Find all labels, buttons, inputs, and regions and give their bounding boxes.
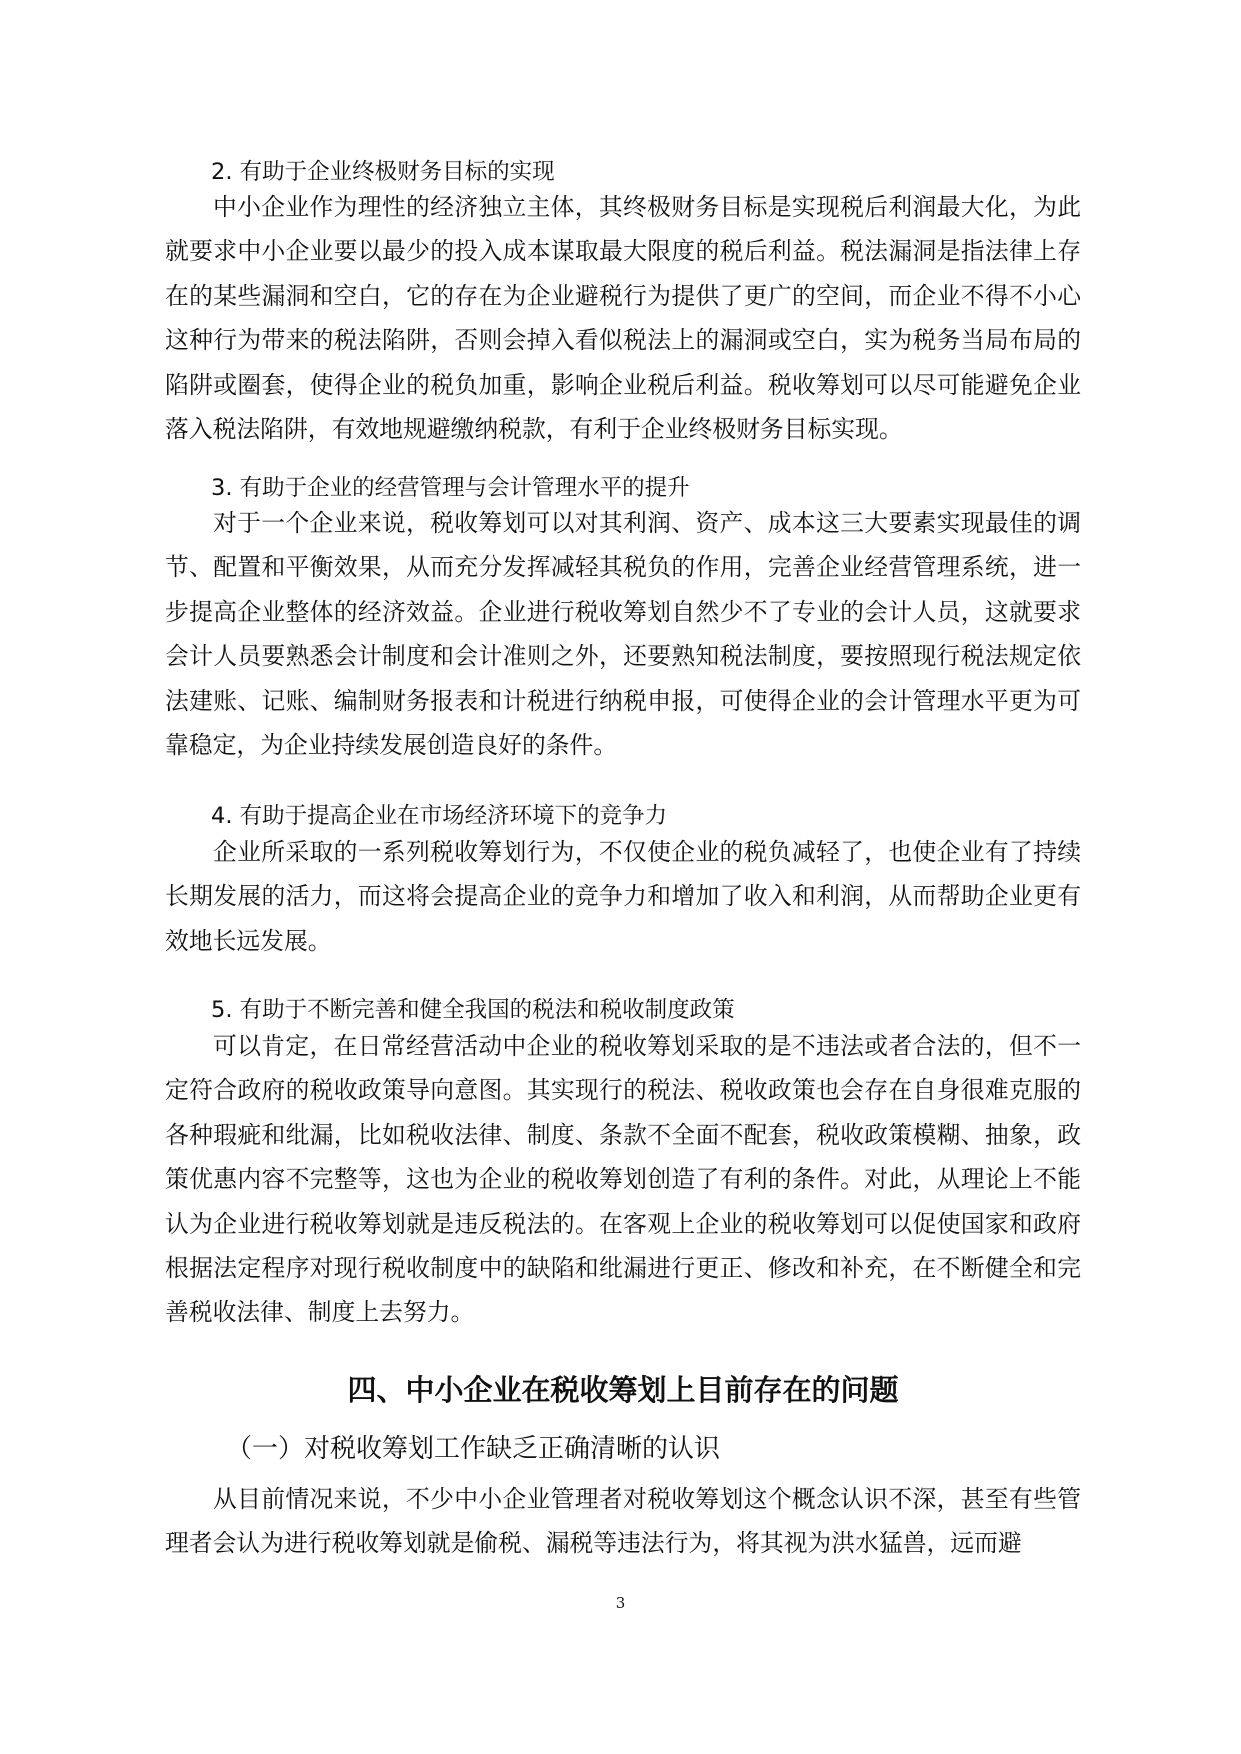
item-3-paragraph: 对于一个企业来说，税收筹划可以对其利润、资产、成本这三大要素实现最佳的调节、配置和平衡效果，从而充分发挥减轻其税负的作用，完善企业经营管理系统，进一步提高企业整体的经济效益。企业进行税收筹划自然少不了专业的会计人员，这就要求会计人员要熟悉会计制度和会计准则之外，还要熟知税法制度，要按照现行税法规定依法建账、记账、编制财务报表和计税进行纳税申报，可使得企业的会计管理水平更为可靠稳定，为企业持续发展创造良好的条件。 <box>165 509 1081 760</box>
item-5-heading: 5. 有助于不断完善和健全我国的税法和税收制度政策 <box>211 997 735 1023</box>
item-3-heading: 3. 有助于企业的经营管理与会计管理水平的提升 <box>211 475 690 501</box>
item-2-paragraph: 中小企业作为理性的经济独立主体，其终极财务目标是实现税后利润最大化，为此就要求中小企业要以最少的投入成本谋取最大限度的税后利益。税法漏洞是指法律上存在的某些漏洞和空白，它的存在为企业避税行为提供了更广的空间，而企业不得不小心这种行为带来的税法陷阱，否则会掉入看似税法上的漏洞或空白，实为税务当局布局的陷阱或圈套，使得企业的税负加重，影响企业税后利益。税收筹划可以尽可能避免企业落入税法陷阱，有效地规避缴纳税款，有利于企业终极财务目标实现。 <box>165 193 1081 444</box>
item-5-paragraph: 可以肯定，在日常经营活动中企业的税收筹划采取的是不违法或者合法的，但不一定符合政府的税收政策导向意图。其实现行的税法、税收政策也会存在自身很难克服的各种瑕疵和纰漏，比如税收法律、制度、条款不全面不配套，税收政策模糊、抽象，政策优惠内容不完整等，这也为企业的税收筹划创造了有利的条件。对此，从理论上不能认为企业进行税收筹划就是违反税法的。在客观上企业的税收筹划可以促使国家和政府根据法定程序对现行税收制度中的缺陷和纰漏进行更正、修改和补充，在不断健全和完善税收法律、制度上去努力。 <box>165 1032 1081 1327</box>
section-title: 四、中小企业在税收筹划上目前存在的问题 <box>347 1373 899 1407</box>
subsection-paragraph: 从目前情况来说，不少中小企业管理者对税收筹划这个概念认识不深，甚至有些管理者会认为进行税收筹划就是偷税、漏税等违法行为，将其视为洪水猛兽，远而避 <box>165 1485 1081 1558</box>
subsection-title: （一）对税收筹划工作缺乏正确清晰的认识 <box>226 1434 721 1464</box>
item-2-heading: 2. 有助于企业终极财务目标的实现 <box>211 159 555 185</box>
item-4-heading: 4. 有助于提高企业在市场经济环境下的竞争力 <box>211 803 668 829</box>
item-4-paragraph: 企业所采取的一系列税收筹划行为，不仅使企业的税负减轻了，也使企业有了持续长期发展的活力，而这将会提高企业的竞争力和增加了收入和利润，从而帮助企业更有效地长远发展。 <box>165 838 1081 955</box>
page-number: 3 <box>615 1594 626 1612</box>
